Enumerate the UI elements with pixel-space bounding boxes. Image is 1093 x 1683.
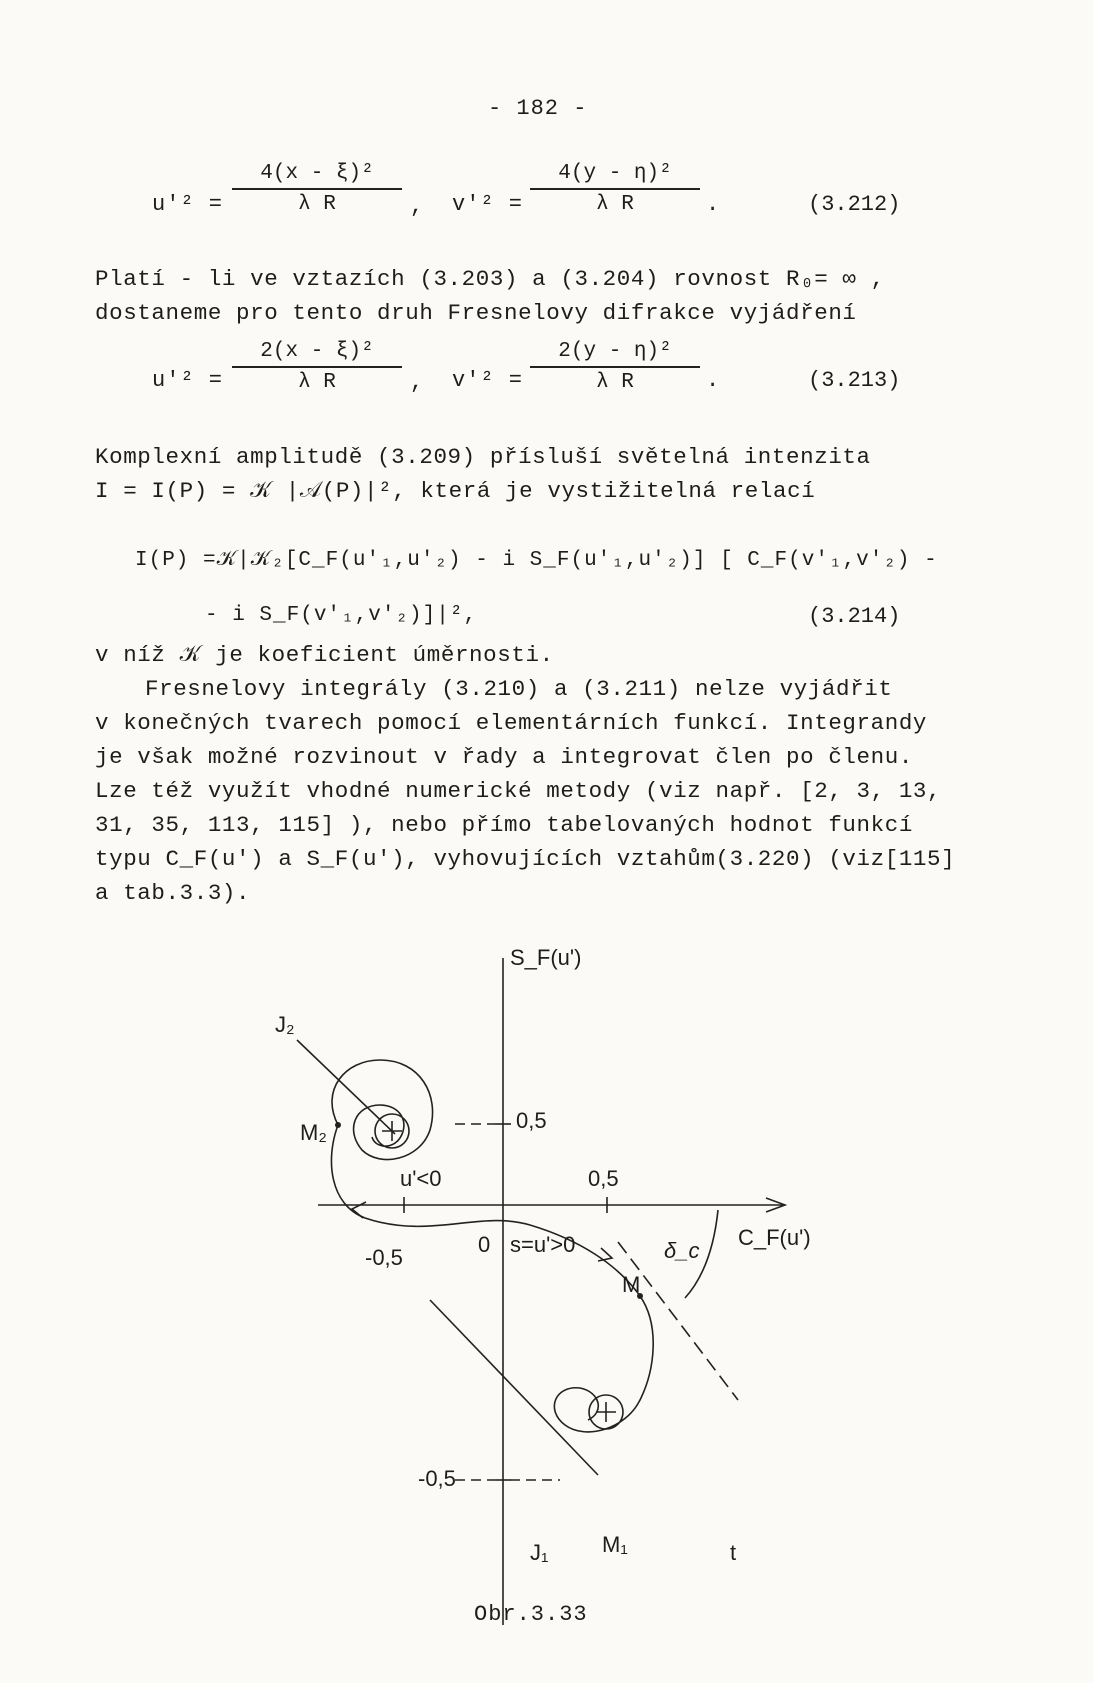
eq212-v-numerator: 4(y - η)² <box>558 162 672 185</box>
label-u-negative: u'<0 <box>400 1166 442 1191</box>
label-j2: J₂ <box>275 1012 295 1037</box>
paragraph-4-line: je však možné rozvinout v řady a integrovat člen po členu. <box>95 744 913 770</box>
paragraph-2-line: I = I(P) = 𝒦 |𝒜(P)|², která je vystižitelná relací <box>95 478 816 504</box>
label-j1: J₁ <box>530 1540 549 1565</box>
origin-label: 0 <box>478 1232 491 1257</box>
eq212-u-denominator: λ R <box>298 192 336 216</box>
eq213-u-numerator: 2(x - ξ)² <box>260 340 374 363</box>
eq212-sep: , <box>410 194 425 219</box>
paragraph-4-line: Lze též využít vhodné numerické metody (viz např. [2, 3, 13, <box>95 778 942 804</box>
eq214-line-1: I(P) =𝒦|𝒦₂[C_F(u'₁,u'₂) - i S_F(u'₁,u'₂)] [ C_F(v'₁,v'₂) - <box>135 549 938 572</box>
eq213-number: (3.213) <box>808 368 901 393</box>
eq212-v-denominator: λ R <box>596 192 634 216</box>
paragraph-4-line: typu C_F(u') a S_F(u'), vyhovujících vztahům(3.220) (viz[115] <box>95 846 956 872</box>
x-axis-label: C_F(u') <box>738 1225 811 1250</box>
paragraph-1-line: Platí - li ve vztazích (3.203) a (3.204) rovnost R₀= ∞ , <box>95 266 885 292</box>
eq213-end: . <box>706 368 721 393</box>
label-delta: δ_c <box>664 1238 700 1263</box>
eq213-sep: , <box>410 370 425 395</box>
tick-x-positive: 0,5 <box>588 1166 619 1191</box>
paragraph-3-line: v níž 𝒦 je koeficient úměrnosti. <box>95 642 554 668</box>
eq212-number: (3.212) <box>808 192 901 217</box>
eq214-number: (3.214) <box>808 604 901 629</box>
eq213-u-denominator: λ R <box>298 370 336 394</box>
eq213-v-denominator: λ R <box>596 370 634 394</box>
label-m1: M₁ <box>602 1532 628 1557</box>
eq214-line-2: - i S_F(v'₁,v'₂)]|², <box>205 604 478 627</box>
paragraph-2-line: Komplexní amplitudě (3.209) přísluší světelná intenzita <box>95 444 871 470</box>
tick-y-positive: 0,5 <box>516 1108 547 1133</box>
page-number: - 182 - <box>488 96 588 121</box>
eq212-u-numerator: 4(x - ξ)² <box>260 162 374 185</box>
paragraph-4-line: a tab.3.3). <box>95 880 251 906</box>
eq212-v-lhs: v'² = <box>452 192 524 217</box>
label-s-positive: s=u'>0 <box>510 1232 576 1257</box>
eq213-v-numerator: 2(y - η)² <box>558 340 672 363</box>
tick-y-negative: -0,5 <box>418 1466 456 1491</box>
tick-x-negative: -0,5 <box>365 1245 403 1270</box>
paragraph-1-line: dostaneme pro tento druh Fresnelovy difrakce vyjádření <box>95 300 857 326</box>
eq213-u-lhs: u'² = <box>152 368 224 393</box>
eq212-u-lhs: u'² = <box>152 192 224 217</box>
eq213-v-lhs: v'² = <box>452 368 524 393</box>
label-m: M <box>622 1272 641 1297</box>
figure-caption: Obr.3.33 <box>474 1602 588 1627</box>
paragraph-4-line: v konečných tvarech pomocí elementárních funkcí. Integrandy <box>95 710 928 736</box>
label-t: t <box>730 1540 737 1565</box>
paragraph-4-line: 31, 35, 113, 115] ), nebo přímo tabelovaných hodnot funkcí <box>95 812 913 838</box>
y-axis-label: S_F(u') <box>510 945 582 970</box>
curve-arrow-2 <box>598 1248 612 1261</box>
label-m2: M₂ <box>300 1120 327 1145</box>
tangent-line <box>618 1242 738 1400</box>
paragraph-4-line: Fresnelovy integrály (3.210) a (3.211) nelze vyjádřit <box>145 676 893 702</box>
eq212-end: . <box>706 192 721 217</box>
